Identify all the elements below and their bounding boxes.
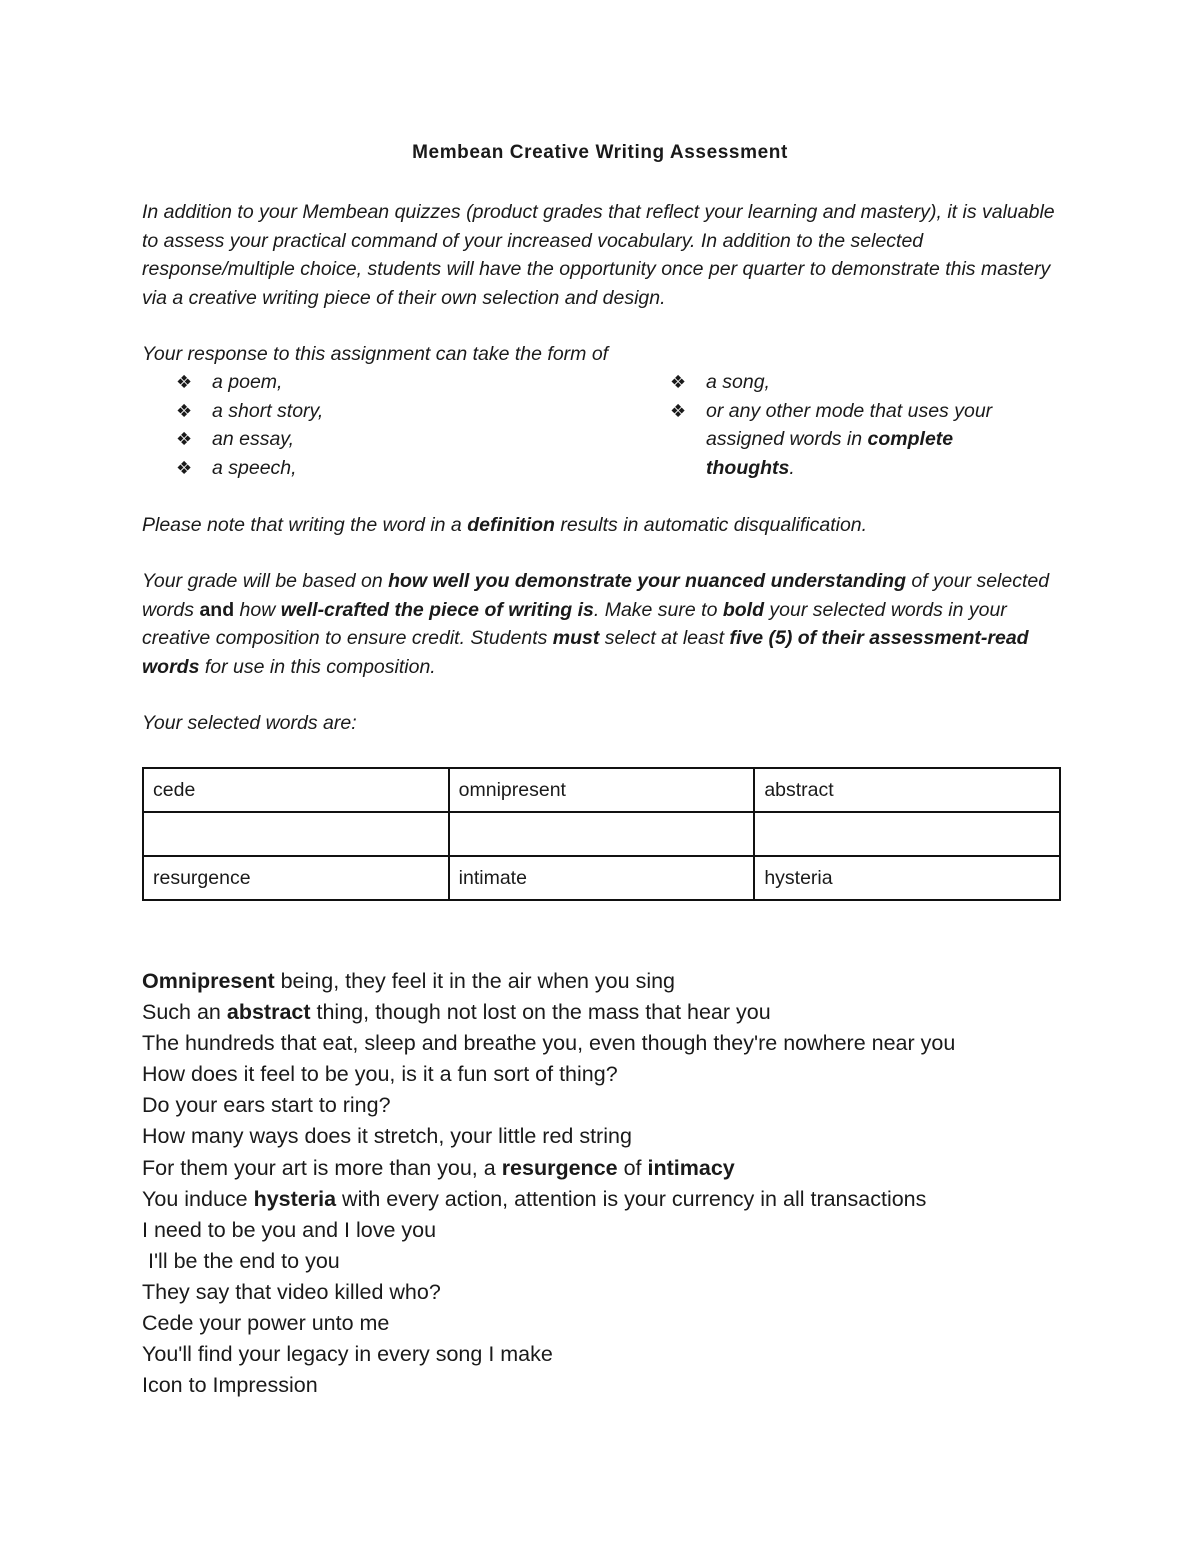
table-cell: cede <box>143 768 449 812</box>
grade-bold-text: five (5) of their assessment-read words <box>142 627 1029 678</box>
list-item-text: a speech, <box>212 456 297 479</box>
poem-text: being, they feel it in the air when you sing <box>274 969 676 993</box>
poem-line <box>142 1059 1142 1090</box>
table-cell: abstract <box>754 768 1060 812</box>
grade-bold-text: must <box>552 627 600 649</box>
poem-text: I need to be you and I love you <box>142 1217 437 1242</box>
list-item-text: a poem, <box>212 371 283 393</box>
document-title: Membean Creative Writing Assessment <box>412 142 788 163</box>
grade-text: your selected words in your creative composition to ensure credit. Students <box>142 598 1007 649</box>
poem-text: You'll find your legacy in every song I make <box>142 1342 553 1367</box>
note-text: Please note that writing the word in a <box>142 514 468 536</box>
diamond-bullet-icon: ❖ <box>176 457 193 478</box>
diamond-bullet-icon: ❖ <box>176 372 193 392</box>
table-cell: hysteria <box>754 856 1060 900</box>
table-cell <box>754 812 1060 856</box>
poem-line <box>142 1215 1142 1246</box>
list-item <box>176 368 596 397</box>
intro-paragraph: In addition to your Membean quizzes (product grades that reflect your learning and mastery), it is valuable to assess your practical command of your increased vocabulary. In addition to the selected response/multiple choice, students will have the opportunity once per quarter to demonstrate this mastery via a creative writing piece of their own selection and design. <box>142 201 1055 309</box>
diamond-bullet-icon: ❖ <box>176 400 193 421</box>
poem-text: of <box>617 1155 648 1180</box>
list-item-text: a song, <box>706 371 770 393</box>
poem-line <box>142 1090 1142 1121</box>
grade-text: for use in this composition. <box>199 655 436 678</box>
poem-line <box>142 1370 1142 1401</box>
poem-text: thing, though not lost on the mass that hear you <box>310 1000 771 1025</box>
poem-line <box>142 966 1142 997</box>
vocab-word: resurgence <box>501 1155 618 1180</box>
form-options-left <box>176 368 596 482</box>
poem-text: You induce <box>142 1186 254 1211</box>
poem-text: They say that video killed who? <box>142 1279 441 1304</box>
poem-line <box>142 1121 1142 1152</box>
poem-line <box>142 1339 1142 1370</box>
diamond-bullet-icon: ❖ <box>670 372 687 392</box>
vocab-word: intimacy <box>647 1155 735 1180</box>
poem-line <box>142 1184 1142 1215</box>
poem-line <box>142 1246 1142 1277</box>
diamond-bullet-icon: ❖ <box>670 400 687 421</box>
grade-text: . Make sure to <box>593 598 723 621</box>
list-item-text: an essay, <box>212 428 295 450</box>
grading-paragraph <box>142 567 1062 681</box>
list-item <box>670 368 1010 397</box>
table-cell: omnipresent <box>449 768 755 812</box>
grade-text: Your grade will be based on <box>142 570 389 592</box>
poem-text: How does it feel to be you, is it a fun sort of thing? <box>142 1062 618 1087</box>
table-cell: intimate <box>449 856 755 900</box>
list-item <box>670 397 1010 483</box>
table-cell <box>449 812 755 856</box>
poem-text: Cede your power unto me <box>142 1311 390 1336</box>
poem-text: with every action, attention is your currency in all transactions <box>336 1186 927 1211</box>
table-cell: resurgence <box>143 856 449 900</box>
form-options-right <box>670 368 1010 482</box>
list-item-bold-text: complete thoughts <box>706 428 954 479</box>
poem-text: Such an <box>142 1000 227 1025</box>
grade-bold-text: how well you demonstrate your nuanced understanding <box>388 570 906 592</box>
poem-line <box>142 997 1142 1028</box>
vocab-word: Omnipresent <box>142 969 275 993</box>
diamond-bullet-icon: ❖ <box>176 429 193 449</box>
poem-text: For them your art is more than you, a <box>142 1155 502 1180</box>
poem-text: Icon to Impression <box>142 1373 318 1398</box>
list-item <box>176 397 596 426</box>
poem-body <box>142 966 1142 1401</box>
poem-line <box>142 1028 1142 1059</box>
poem-line <box>142 1277 1142 1308</box>
grade-text: how <box>234 598 281 621</box>
grade-bold-text: well-crafted the piece of writing is <box>280 598 594 621</box>
poem-text: The hundreds that eat, sleep and breathe you, even though they're nowhere near you <box>142 1031 956 1056</box>
vocab-word: hysteria <box>253 1186 337 1211</box>
list-item-end: . <box>789 456 795 479</box>
disqualification-note <box>142 511 1062 540</box>
poem-line <box>142 1153 1142 1184</box>
list-item <box>176 425 596 454</box>
selected-words-table <box>142 767 1061 901</box>
list-item-text: or any other mode that uses your assigned words in <box>706 399 993 450</box>
vocab-word: abstract <box>226 1000 311 1025</box>
form-heading: Your response to this assignment can take the form of <box>142 343 609 365</box>
table-row <box>143 856 1060 900</box>
grade-bold-text: and <box>199 598 235 621</box>
poem-text: Do your ears start to ring? <box>142 1093 391 1118</box>
list-item-text: a short story, <box>212 399 324 422</box>
grade-text: of your selected words <box>142 570 1050 621</box>
selected-words-label: Your selected words are: <box>142 712 357 734</box>
note-bold-text: definition <box>467 514 555 536</box>
list-item <box>176 454 596 483</box>
poem-text: How many ways does it stretch, your little red string <box>142 1124 632 1149</box>
poem-text: I'll be the end to you <box>142 1248 340 1273</box>
note-text: results in automatic disqualification. <box>554 514 868 536</box>
grade-text: select at least <box>599 627 730 649</box>
table-cell <box>143 812 449 856</box>
table-row <box>143 812 1060 856</box>
table-row <box>143 768 1060 812</box>
grade-bold-text: bold <box>722 598 764 621</box>
poem-line <box>142 1308 1142 1339</box>
